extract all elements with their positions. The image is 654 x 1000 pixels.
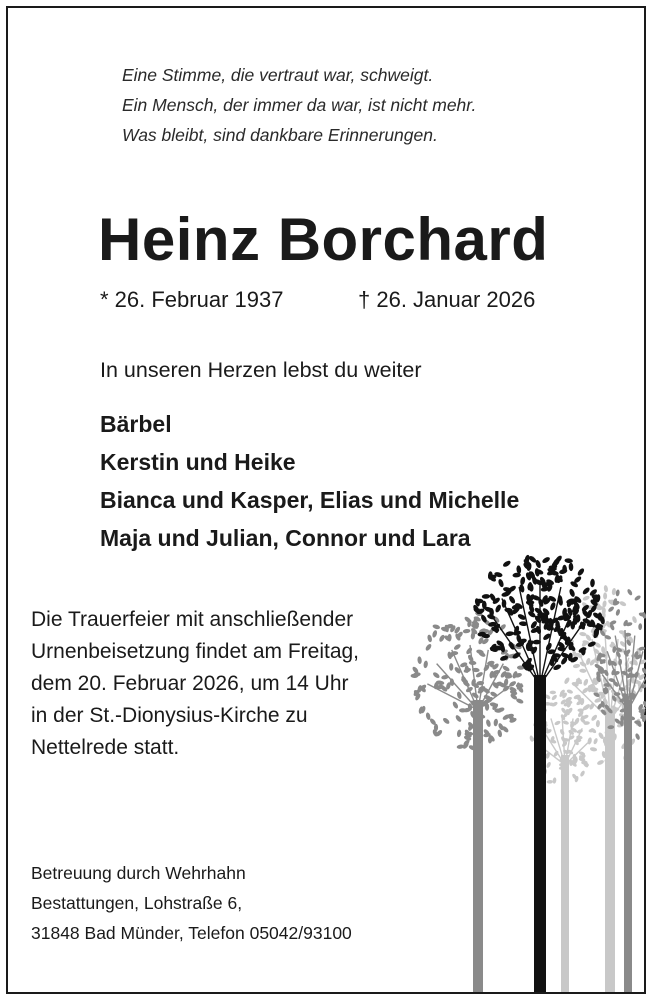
tree-leaf <box>502 560 512 568</box>
tree-leaf <box>427 634 433 642</box>
tree-leaf <box>432 624 440 630</box>
tree-leaf <box>546 761 552 768</box>
quote-line-3: Was bleibt, sind dankbare Erinnerungen. <box>122 125 438 145</box>
tree-leaf <box>449 663 453 671</box>
tree-leaf <box>456 729 461 737</box>
tree-leaf <box>497 578 504 587</box>
tree-leaf <box>508 595 516 605</box>
tree-leaf <box>594 697 602 703</box>
tree-leaf <box>559 728 565 735</box>
tree-leaf <box>576 567 585 576</box>
death-date: † 26. Januar 2026 <box>358 287 536 312</box>
tree-leaf <box>469 660 477 665</box>
tree-leaf <box>494 604 502 614</box>
family-member: Kerstin und Heike <box>100 449 296 475</box>
tree-leaf <box>502 665 511 673</box>
tree-leaf <box>619 600 627 607</box>
tree-leaf <box>465 686 474 693</box>
tree-leaf <box>638 623 642 630</box>
tree-leaf <box>497 729 503 737</box>
tree-leaf <box>582 595 590 601</box>
tree-leaf <box>520 576 526 585</box>
ceremony-line: dem 20. Februar 2026, um 14 Uhr <box>31 672 349 695</box>
family-list <box>100 405 519 557</box>
tree-leaf <box>568 588 575 598</box>
tree-leaf <box>563 677 570 685</box>
tree-leaf <box>529 735 534 742</box>
tree-leaf <box>579 669 586 673</box>
ceremony-line: Nettelrede statt. <box>31 736 180 759</box>
tree-leaf <box>432 630 438 639</box>
tree-leaf <box>550 691 556 695</box>
tree-leaf <box>583 678 589 686</box>
tree-leaf <box>590 747 598 752</box>
deceased-name: Heinz Borchard <box>98 206 549 273</box>
tree-leaf <box>590 714 598 722</box>
birth-date: * 26. Februar 1937 <box>100 287 284 312</box>
tree-leaf <box>590 579 595 588</box>
tree-leaf <box>593 738 599 745</box>
tree-leaf <box>541 556 551 564</box>
tree-leaf <box>455 714 463 723</box>
tree-trunk <box>624 700 632 992</box>
dedication-line: In unseren Herzen lebst du weiter <box>100 358 422 382</box>
tree-leaf <box>493 718 498 726</box>
tree-leaf <box>573 663 581 668</box>
tree-leaf <box>635 733 641 741</box>
tree-leaf <box>603 592 607 599</box>
tree-leaf <box>603 585 608 593</box>
tree-leaf <box>582 586 591 595</box>
tree-leaf <box>551 694 558 701</box>
tree-leaf <box>442 717 451 725</box>
tree-leaf <box>596 759 604 766</box>
undertaker-line: Betreuung durch Wehrhahn <box>31 863 246 883</box>
tree-leaf <box>631 616 637 624</box>
tree-leaf <box>611 588 616 596</box>
tree-leaf <box>452 701 459 710</box>
ceremony-line: Die Trauerfeier mit anschließender <box>31 608 354 631</box>
tree-leaf <box>547 780 554 784</box>
tree-leaf <box>557 646 566 652</box>
tree-leaf <box>465 647 473 656</box>
tree-leaf <box>615 589 620 596</box>
tree-leaf <box>456 744 464 749</box>
tree-leaf <box>579 770 585 777</box>
tree-leaf <box>569 563 574 572</box>
tree-leaf <box>505 631 514 637</box>
tree-leaf <box>516 565 522 574</box>
undertaker-line: 31848 Bad Münder, Telefon 05042/93100 <box>31 923 352 943</box>
tree-trunk <box>534 675 546 992</box>
family-member: Bärbel <box>100 411 172 437</box>
quote-line-1: Eine Stimme, die vertraut war, schweigt. <box>122 65 434 85</box>
tree-leaf <box>485 719 491 727</box>
ceremony-line: Urnenbeisetzung findet am Freitag, <box>31 640 360 663</box>
undertaker-info <box>31 858 352 948</box>
tree-trunk <box>473 700 483 992</box>
tree-leaf <box>417 656 422 664</box>
tree-leaf <box>425 643 433 652</box>
family-member: Bianca und Kasper, Elias und Michelle <box>100 487 520 513</box>
quote-line-2: Ein Mensch, der immer da war, ist nicht mehr. <box>122 95 477 115</box>
tree-leaf <box>626 588 633 596</box>
tree-trunk <box>605 710 615 992</box>
tree-leaf <box>615 609 621 617</box>
tree-leaf <box>423 660 428 668</box>
tree-leaf <box>598 612 603 620</box>
tree-trunk <box>561 755 569 992</box>
dark-tree-icon <box>472 554 606 992</box>
tree-leaf <box>596 720 600 727</box>
tree-leaf <box>554 720 561 726</box>
family-member: Maja und Julian, Connor und Lara <box>100 525 471 551</box>
tree-leaf <box>607 606 615 613</box>
tree-leaf <box>641 667 646 675</box>
tree-leaf <box>453 643 462 651</box>
tree-leaf <box>432 671 441 679</box>
ceremony-line: in der St.-Dionysius-Kirche zu <box>31 704 308 727</box>
tree-leaf <box>438 634 445 643</box>
ceremony-notice <box>31 604 359 764</box>
trees-illustration-icon <box>400 540 646 992</box>
tree-leaf <box>489 691 498 698</box>
memorial-quote <box>122 60 476 150</box>
undertaker-line: Bestattungen, Lohstraße 6, <box>31 893 243 913</box>
tree-leaf <box>618 659 622 666</box>
tree-leaf <box>564 558 573 564</box>
tree-leaf <box>579 632 587 637</box>
tree-leaf <box>482 594 491 599</box>
tree-leaf <box>463 628 471 633</box>
tree-leaf <box>552 777 556 784</box>
tree-leaf <box>634 594 642 601</box>
tree-leaf <box>566 689 573 695</box>
tree-leaf <box>475 744 483 748</box>
